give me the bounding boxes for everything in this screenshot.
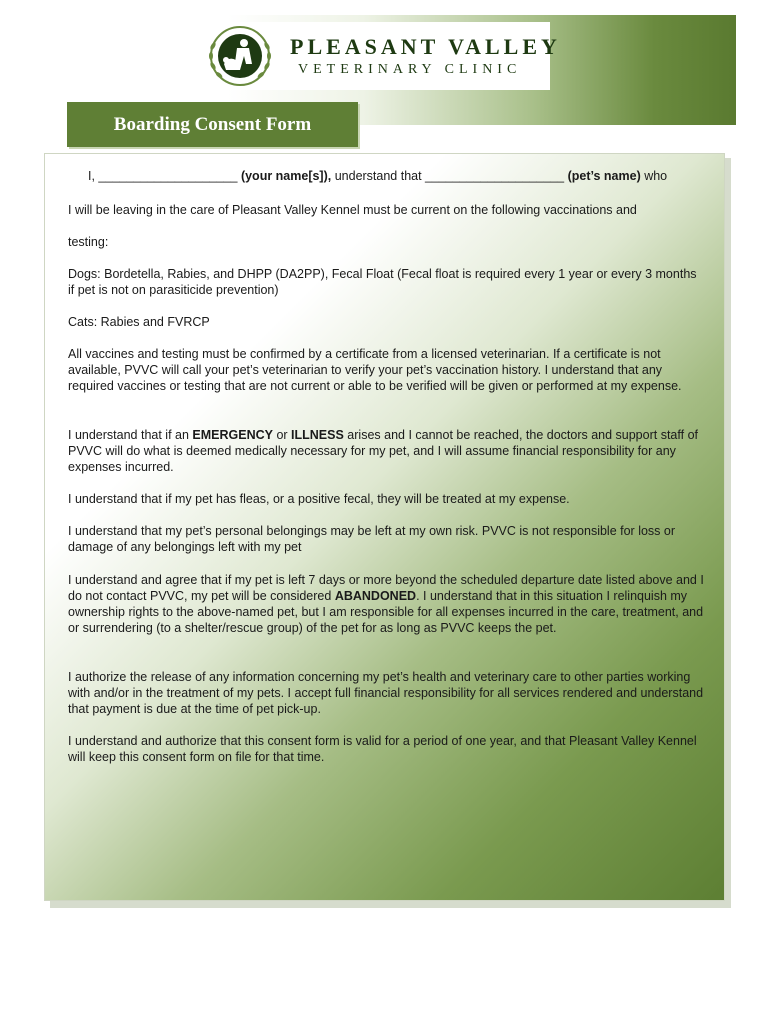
intro-text-c: understand that ____________________ — [331, 169, 568, 183]
intro-text-a: I, ____________________ — [88, 169, 241, 183]
emergency-keyword: EMERGENCY — [192, 428, 273, 442]
cats-requirements: Cats: Rabies and FVRCP — [68, 315, 210, 329]
certificate-paragraph: All vaccines and testing must be confirmed by a certificate from a licensed veterinarian. If a certificate is not available, PVVC will call your pet’s veterinarian to verify your pet’s vaccination history. I understand that any required vaccines or testing that are not current or able to be verified will be given or performed at my expense. — [68, 347, 682, 393]
abandonment-text-a: I understand and agree that if my pet is left 7 days or more beyond the scheduled departure date listed above and I do not contact PVVC, my pet will be considered — [68, 573, 704, 603]
intro-paragraph — [88, 168, 708, 184]
validity-paragraph: I understand and authorize that this consent form is valid for a period of one year, and that Pleasant Valley Kennel will keep this consent form on file for that time. — [68, 734, 697, 764]
emergency-text-c: or — [272, 428, 292, 442]
abandoned-keyword: ABANDONED — [334, 589, 417, 603]
laurel-emblem-icon — [204, 24, 276, 88]
emergency-text-a: I understand that if an — [68, 428, 193, 442]
intro-text-e: who — [640, 169, 668, 183]
illness-keyword: ILLNESS — [291, 428, 344, 442]
emergency-paragraph — [68, 427, 704, 475]
clinic-name-line1: PLEASANT VALLEY — [290, 34, 561, 59]
clinic-logo — [204, 22, 561, 90]
emergency-text-e: arises and I cannot be reached, the doctors and support staff of PVVC will do what is deemed medically necessary for my pet, and I will assume financial responsibility for any expenses incurred. — [68, 428, 698, 474]
header-notch — [58, 15, 168, 37]
form-title-banner — [67, 102, 358, 147]
abandonment-paragraph — [68, 572, 704, 636]
release-paragraph: I authorize the release of any information concerning my pet’s health and veterinary care to other parties working with and/or in the treatment of my pets. I accept full financial responsibility for all services rendered and understand that payment is due at the time of pet pick-up. — [68, 670, 704, 716]
pet-name-label: (pet’s name) — [567, 169, 641, 183]
clinic-name-line2: VETERINARY CLINIC — [298, 62, 522, 77]
abandonment-text-c: . I understand that in this situation I relinquish my ownership rights to the above-named pet, but I am responsible for all expenses incurred in the care, treatment, and or surrendering (to a shelter/rescue group) of the pet for as long as PVVC keeps the pet. — [68, 589, 704, 635]
belongings-paragraph: I understand that my pet’s personal belongings may be left at my own risk. PVVC is not responsible for loss or damage of any belongings left with my pet — [68, 524, 676, 554]
form-title: Boarding Consent Form — [113, 113, 312, 135]
fleas-paragraph: I understand that if my pet has fleas, or a positive fecal, they will be treated at my expense. — [68, 492, 570, 506]
testing-label: testing: — [68, 235, 109, 249]
dogs-requirements: Dogs: Bordetella, Rabies, and DHPP (DA2PP), Fecal Float (Fecal float is required every 1 year or every 3 months if pet is not on parasiticide prevention) — [68, 267, 697, 297]
care-paragraph: I will be leaving in the care of Pleasant Valley Kennel must be current on the following vaccinations and — [68, 203, 637, 217]
your-name-label: (your name[s]), — [240, 169, 332, 183]
